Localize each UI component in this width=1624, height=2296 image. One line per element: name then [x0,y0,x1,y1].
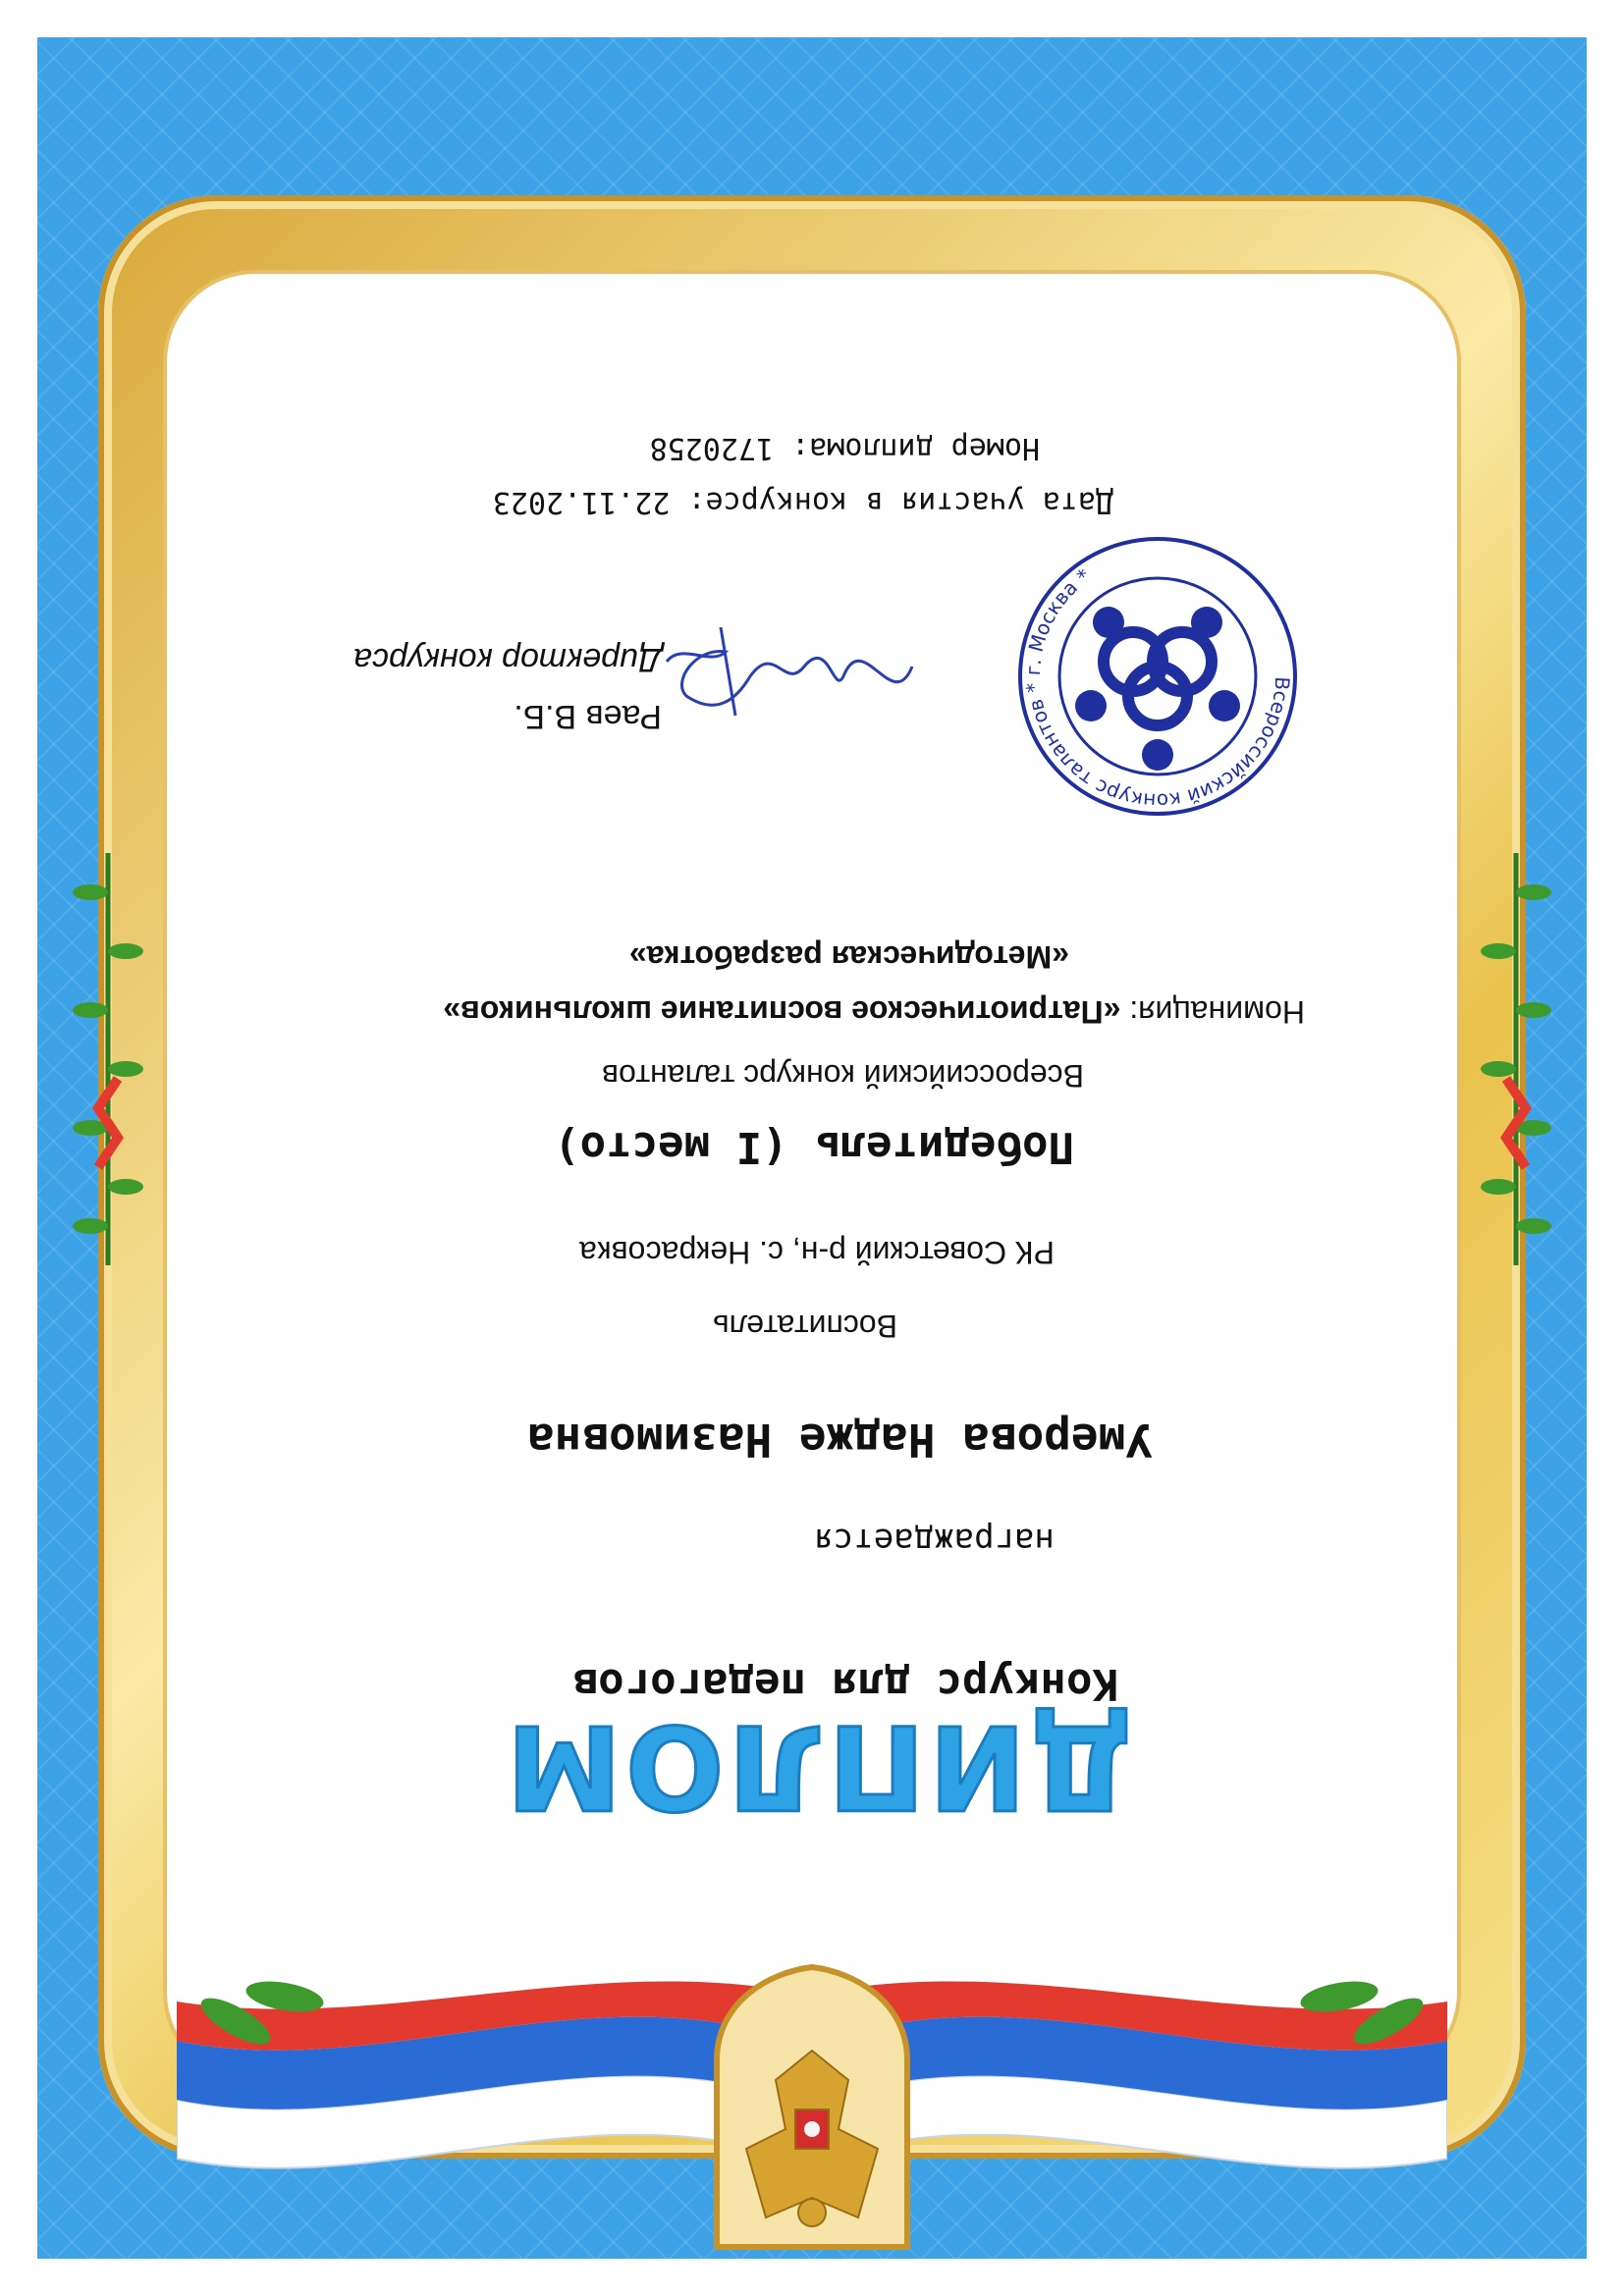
laurel-branch-icon [1477,853,1555,1265]
signer-role: Директор конкурса [353,641,662,678]
diploma-subtitle: Конкурс для педагогов [571,1659,1118,1709]
nomination-subcategory: «Методическая разработка» [628,939,1069,975]
contest-result: Победитель (I место) [554,1122,1074,1172]
recipient-location: РК Советский р-н, с. Некрасовка [579,1235,1055,1270]
russian-coat-of-arms-icon [707,1962,917,2257]
laurel-branch-icon [69,853,147,1265]
diploma-number: Номер диплома: 1720258 [649,431,1040,465]
stamp-text: Всероссийский конкурс талантов * г. Москва * [1020,563,1295,814]
contest-name: Всероссийский конкурс талантов [602,1058,1084,1094]
handwritten-signature-icon [657,608,922,735]
recipient-position: Воспитатель [712,1308,897,1344]
signer-name: Раев В.Б. [514,698,662,735]
participation-date: Дата участия в конкурсе: 22.11.2023 [492,485,1113,519]
nomination [225,993,1305,1030]
awarded-label: награждается [813,1521,1055,1560]
nomination-label: Номинация: [1129,994,1305,1030]
diploma-title: ДИПЛОМ [502,1699,1133,1835]
nomination-value: «Патриотическое воспитание школьников» [443,994,1121,1030]
recipient-name: Умерова Надже Назимовна [527,1414,1153,1467]
contest-stamp-icon [1010,529,1305,824]
